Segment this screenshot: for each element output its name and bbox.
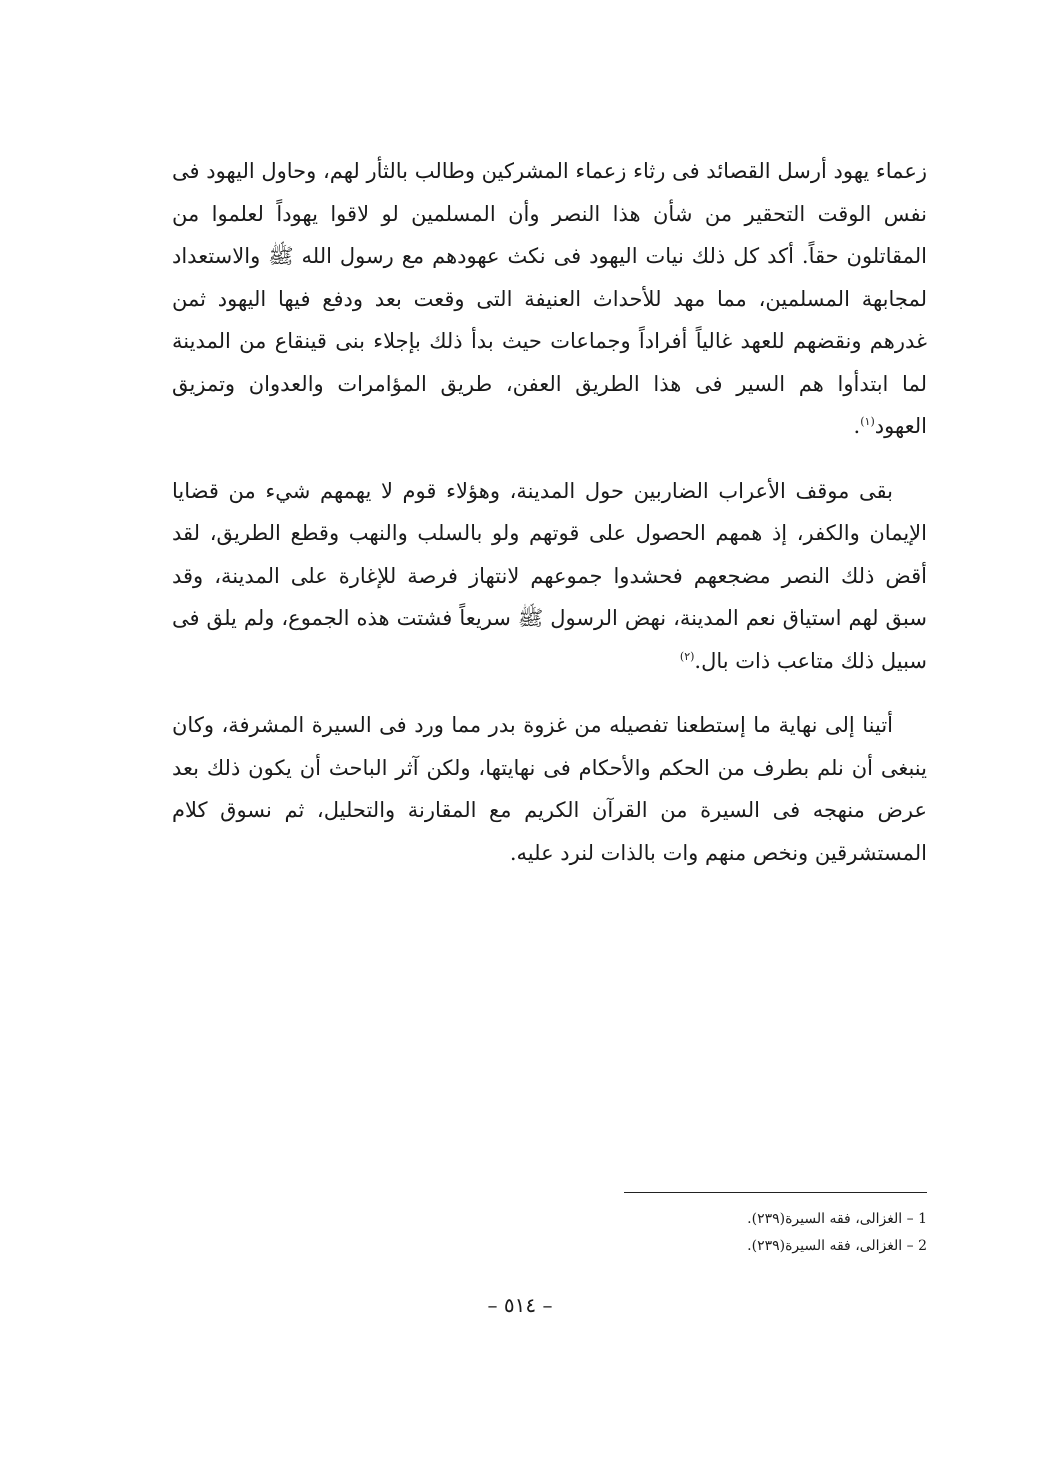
body-text: [172, 150, 927, 874]
paragraph-1-tail: .: [853, 414, 861, 438]
footnote-2: 2 – الغزالى، فقه السيرة(٢٣٩).: [747, 1238, 927, 1254]
footnotes: [527, 1206, 927, 1260]
paragraph-1: [172, 150, 927, 448]
page-number: – ٥١٤ –: [487, 1293, 553, 1317]
paragraph-2: [172, 470, 927, 683]
footnote-divider: [624, 1192, 927, 1193]
footnote-marker-1: (١): [860, 415, 875, 428]
paragraph-1-text: زعماء يهود أرسل القصائد فى رثاء زعماء المشركين وطالب بالثأر لهم، وحاول اليهود فى نفس الوقت التحقير من شأن هذا النصر وأن المسلمين لو لاقوا يهوداً لعلموا من المقاتلون حقاً. أكد كل ذلك نيات اليهود فى نكث عهودهم مع رسول الله ﷺ والاستعداد لمجابهة المسلمين، مما مهد للأحداث العنيفة التى وقعت بعد ودفع فيها اليهود ثمن غدرهم ونقضهم للعهد غالياً أفراداً وجماعات حيث بدأ ذلك بإجلاء بنى قينقاع من المدينة لما ابتدأوا هم السير فى هذا الطريق العفن، طريق المؤامرات والعدوان وتمزيق العهود: [172, 159, 927, 438]
paragraph-3-text: أتينا إلى نهاية ما إستطعنا تفصيله من غزوة بدر مما ورد فى السيرة المشرفة، وكان ينبغى أن نلم بطرف من الحكم والأحكام فى نهايتها، ولكن آثر الباحث أن يكون ذلك بعد عرض منهجه فى السيرة من القرآن الكريم مع المقارنة والتحليل، ثم نسوق كلام المستشرقين ونخص منهم وات بالذات لنرد عليه.: [172, 713, 927, 865]
footnote-marker-2: (٢): [679, 649, 695, 663]
footnote-1: 1 – الغزالى، فقه السيرة(٢٣٩).: [747, 1211, 927, 1227]
paragraph-2-text: بقى موقف الأعراب الضاربين حول المدينة، وهؤلاء قوم لا يهمهم شيء من قضايا الإيمان والكفر، إذ همهم الحصول على قوتهم ولو بالسلب والنهب وقطع الطريق، لقد أقض ذلك النصر مضجعهم فحشدوا جموعهم لانتهاز فرصة للإغارة على المدينة، وقد سبق لهم استياق نعم المدينة، نهض الرسول ﷺ سريعاً فشتت هذه الجموع، ولم يلق فى سبيل ذلك متاعب ذات بال.: [172, 478, 927, 673]
paragraph-3: [172, 704, 927, 874]
